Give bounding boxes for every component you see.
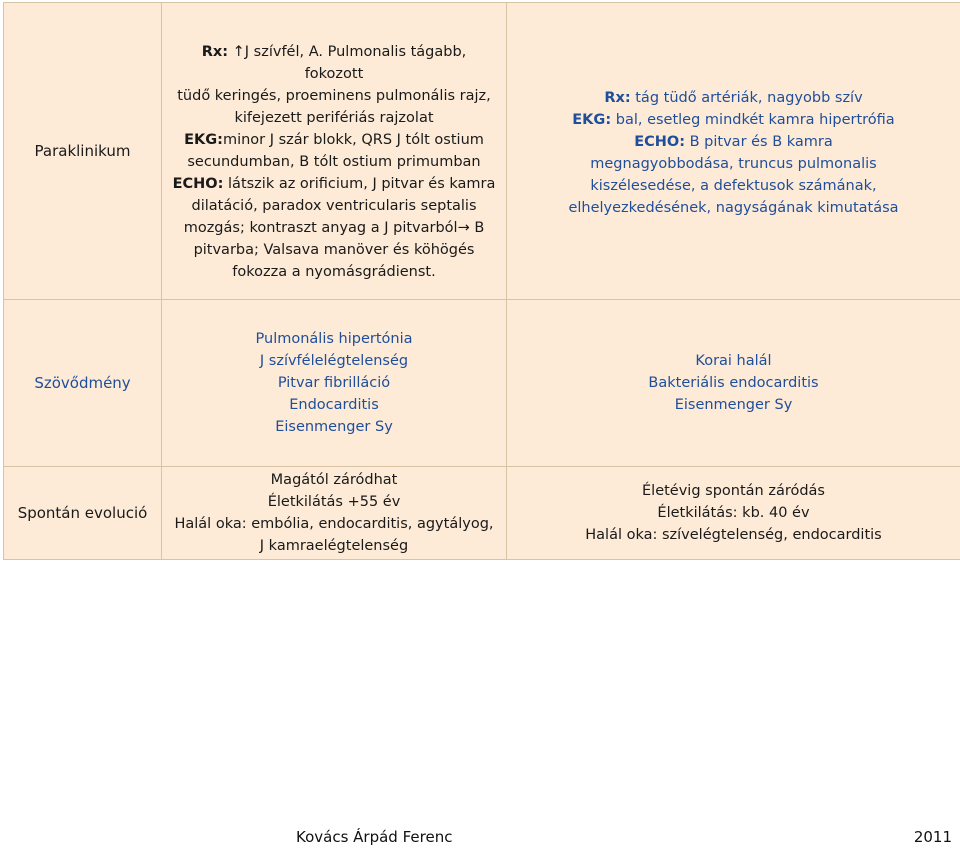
echo-line xyxy=(172,173,496,195)
list-item: Pulmonális hipertónia xyxy=(255,331,413,347)
cell-spontan-col1 xyxy=(162,467,507,560)
echo-text-2: dilatáció, paradox ventricularis septalis xyxy=(191,198,477,214)
rx-text-2: tüdő keringés, proeminens pulmonális rajz, xyxy=(177,88,491,104)
cell-szovodmeny-col2 xyxy=(507,300,960,467)
footer-author: Kovács Árpád Ferenc xyxy=(296,828,453,846)
echo-text-4: pitvarba; Valsava manöver és köhögés xyxy=(193,242,475,258)
list-item: Életévig spontán záródás xyxy=(642,483,825,499)
footer-year: 2011 xyxy=(913,828,952,846)
rx-text-3: kifejezett perifériás rajzolat xyxy=(234,110,434,126)
ekg-text-1: minor J szár blokk, QRS J tólt ostium xyxy=(222,132,484,148)
ekg-line-2 xyxy=(517,109,950,131)
row-label-spontan: Spontán evolució xyxy=(4,467,162,560)
rx-line xyxy=(172,41,496,85)
echo-prefix-2: ECHO: xyxy=(634,134,686,150)
echo-text-col2-1: B pitvar és B kamra xyxy=(689,134,833,150)
rx-line-2 xyxy=(517,87,950,109)
rx-prefix-2: Rx: xyxy=(604,90,631,106)
list-item: Életkilátás +55 év xyxy=(267,494,401,510)
rx-text-1: J szívfél, A. Pulmonalis tágabb, fokozott xyxy=(244,44,467,82)
arrow-right-icon: → xyxy=(457,220,470,236)
ekg-prefix: EKG: xyxy=(184,132,223,148)
table-row-paraklinikum xyxy=(4,3,960,300)
echo-line-3 xyxy=(172,217,496,239)
comparison-table xyxy=(3,2,960,560)
cell-paraklinikum-col2 xyxy=(507,3,960,300)
echo-line-col2 xyxy=(517,131,950,153)
echo-text-5: fokozza a nyomásgrádienst. xyxy=(232,264,436,280)
table-row-spontan xyxy=(4,467,960,560)
list-item: Endocarditis xyxy=(289,397,379,413)
echo-prefix: ECHO: xyxy=(172,176,224,192)
cell-paraklinikum-col1 xyxy=(162,3,507,300)
ekg-prefix-2: EKG: xyxy=(572,112,612,128)
cell-szovodmeny-col1 xyxy=(162,300,507,467)
cell-spontan-col2 xyxy=(507,467,960,560)
list-item: Bakteriális endocarditis xyxy=(648,375,819,391)
row-label-szovodmeny: Szövődmény xyxy=(4,300,162,467)
list-item: Magától záródhat xyxy=(270,472,398,488)
rx-prefix: Rx: xyxy=(201,44,229,60)
echo-text-col2-2: megnagyobbodása, truncus pulmonalis xyxy=(590,156,877,172)
list-item: Halál oka: szívelégtelenség, endocarditis xyxy=(585,527,882,543)
ekg-text-col2: bal, esetleg mindkét kamra hipertrófia xyxy=(615,112,895,128)
echo-text-col2-4: elhelyezkedésének, nagyságának kimutatása xyxy=(568,200,899,216)
ekg-line xyxy=(172,129,496,151)
ekg-text-2: secundumban, B tólt ostium primumban xyxy=(187,154,481,170)
list-item: J szívfélelégtelenség xyxy=(259,353,409,369)
table-row-szovodmeny xyxy=(4,300,960,467)
arrow-up-icon: ↑ xyxy=(232,44,245,60)
list-item: Eisenmenger Sy xyxy=(674,397,793,413)
echo-text-3a: mozgás; kontraszt anyag a J pitvarból xyxy=(183,220,458,236)
echo-text-1: látszik az orificium, J pitvar és kamra xyxy=(228,176,496,192)
list-item: J kamraelégtelenség xyxy=(259,538,409,554)
list-item: Pitvar fibrilláció xyxy=(277,375,391,391)
rx-text-col2: tág tüdő artériák, nagyobb szív xyxy=(635,90,863,106)
list-item: Eisenmenger Sy xyxy=(275,419,393,435)
echo-text-3b: B xyxy=(474,220,485,236)
list-item: Halál oka: embólia, endocarditis, agytályog, xyxy=(174,516,494,532)
list-item: Életkilátás: kb. 40 év xyxy=(657,505,810,521)
echo-text-col2-3: kiszélesedése, a defektusok számának, xyxy=(590,178,877,194)
list-item: Korai halál xyxy=(695,353,772,369)
row-label-paraklinikum: Paraklinikum xyxy=(4,3,162,300)
